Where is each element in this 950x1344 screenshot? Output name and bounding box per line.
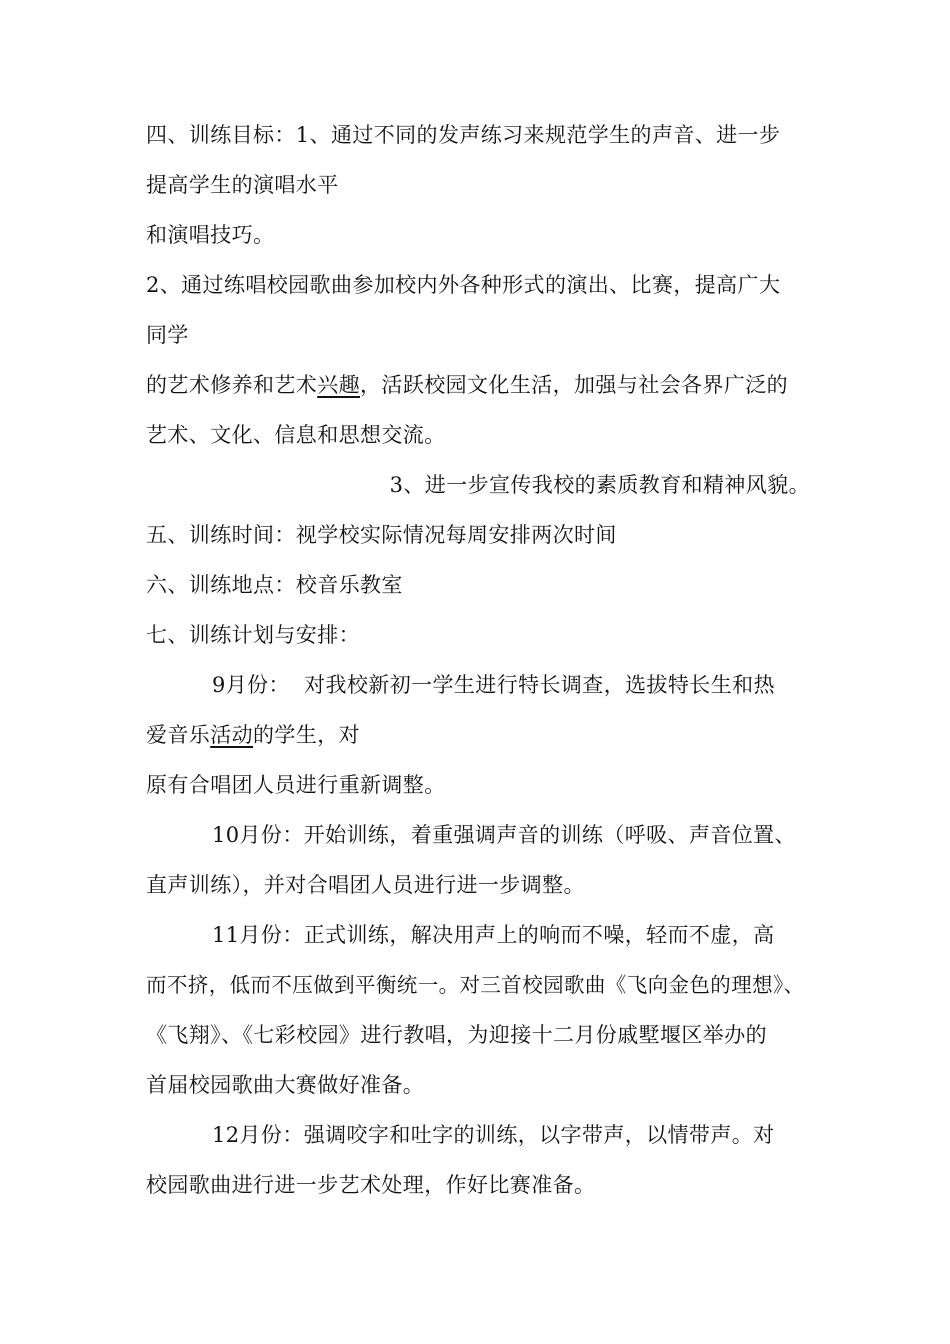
goal-line-5: 同学 (146, 323, 189, 347)
goal-line-3: 和演唱技巧。 (146, 223, 275, 247)
november-line-3: 《飞翔》、《七彩校园》进行教唱，为迎接十二月份戚墅堰区举办的 (146, 1023, 767, 1047)
goal-line-8: 3、进一步宣传我校的素质教育和精神风貌。 (389, 473, 810, 497)
goal-line-6 (146, 370, 810, 400)
september-line-2 (146, 720, 810, 750)
goal-line-4: 2、通过练唱校园歌曲参加校内外各种形式的演出、比赛，提高广大 (146, 273, 781, 297)
training-time-line: 五、训练时间：视学校实际情况每周安排两次时间 (146, 523, 617, 547)
december-line-1: 12月份：强调咬字和吐字的训练，以字带声，以情带声。对 (212, 1123, 775, 1147)
november-line-2: 而不挤，低而不压做到平衡统一。对三首校园歌曲《飞向金色的理想》、 (146, 973, 805, 997)
september-line-1: 9月份： 对我校新初一学生进行特长调查，选拔特长生和热 (212, 673, 775, 697)
goal-line-1: 四、训练目标：1、通过不同的发声练习来规范学生的声音、进一步 (146, 123, 781, 147)
training-location-line: 六、训练地点：校音乐教室 (146, 573, 403, 597)
underlined-word-activity: 活动 (210, 723, 254, 747)
goal-line-6-after: ，活跃校园文化生活，加强与社会各界广泛的 (360, 373, 789, 397)
september-line-2-before: 爱音乐 (146, 723, 211, 747)
goal-line-7: 艺术、文化、信息和思想交流。 (146, 423, 446, 447)
september-line-2-after: 的学生，对 (253, 723, 361, 747)
december-line-2: 校园歌曲进行进一步艺术处理，作好比赛准备。 (146, 1173, 596, 1197)
underlined-word-interest: 兴趣 (317, 373, 361, 397)
goal-line-2: 提高学生的演唱水平 (146, 173, 339, 197)
november-line-1: 11月份：正式训练，解决用声上的响而不噪，轻而不虚，高 (212, 923, 775, 947)
october-line-1: 10月份：开始训练，着重强调声音的训练（呼吸、声音位置、 (212, 823, 796, 847)
goal-line-6-before: 的艺术修养和艺术 (146, 373, 318, 397)
september-line-3: 原有合唱团人员进行重新调整。 (146, 773, 446, 797)
training-plan-heading: 七、训练计划与安排： (146, 623, 360, 647)
october-line-2: 直声训练），并对合唱团人员进行进一步调整。 (146, 873, 585, 897)
november-line-4: 首届校园歌曲大赛做好准备。 (146, 1073, 425, 1097)
